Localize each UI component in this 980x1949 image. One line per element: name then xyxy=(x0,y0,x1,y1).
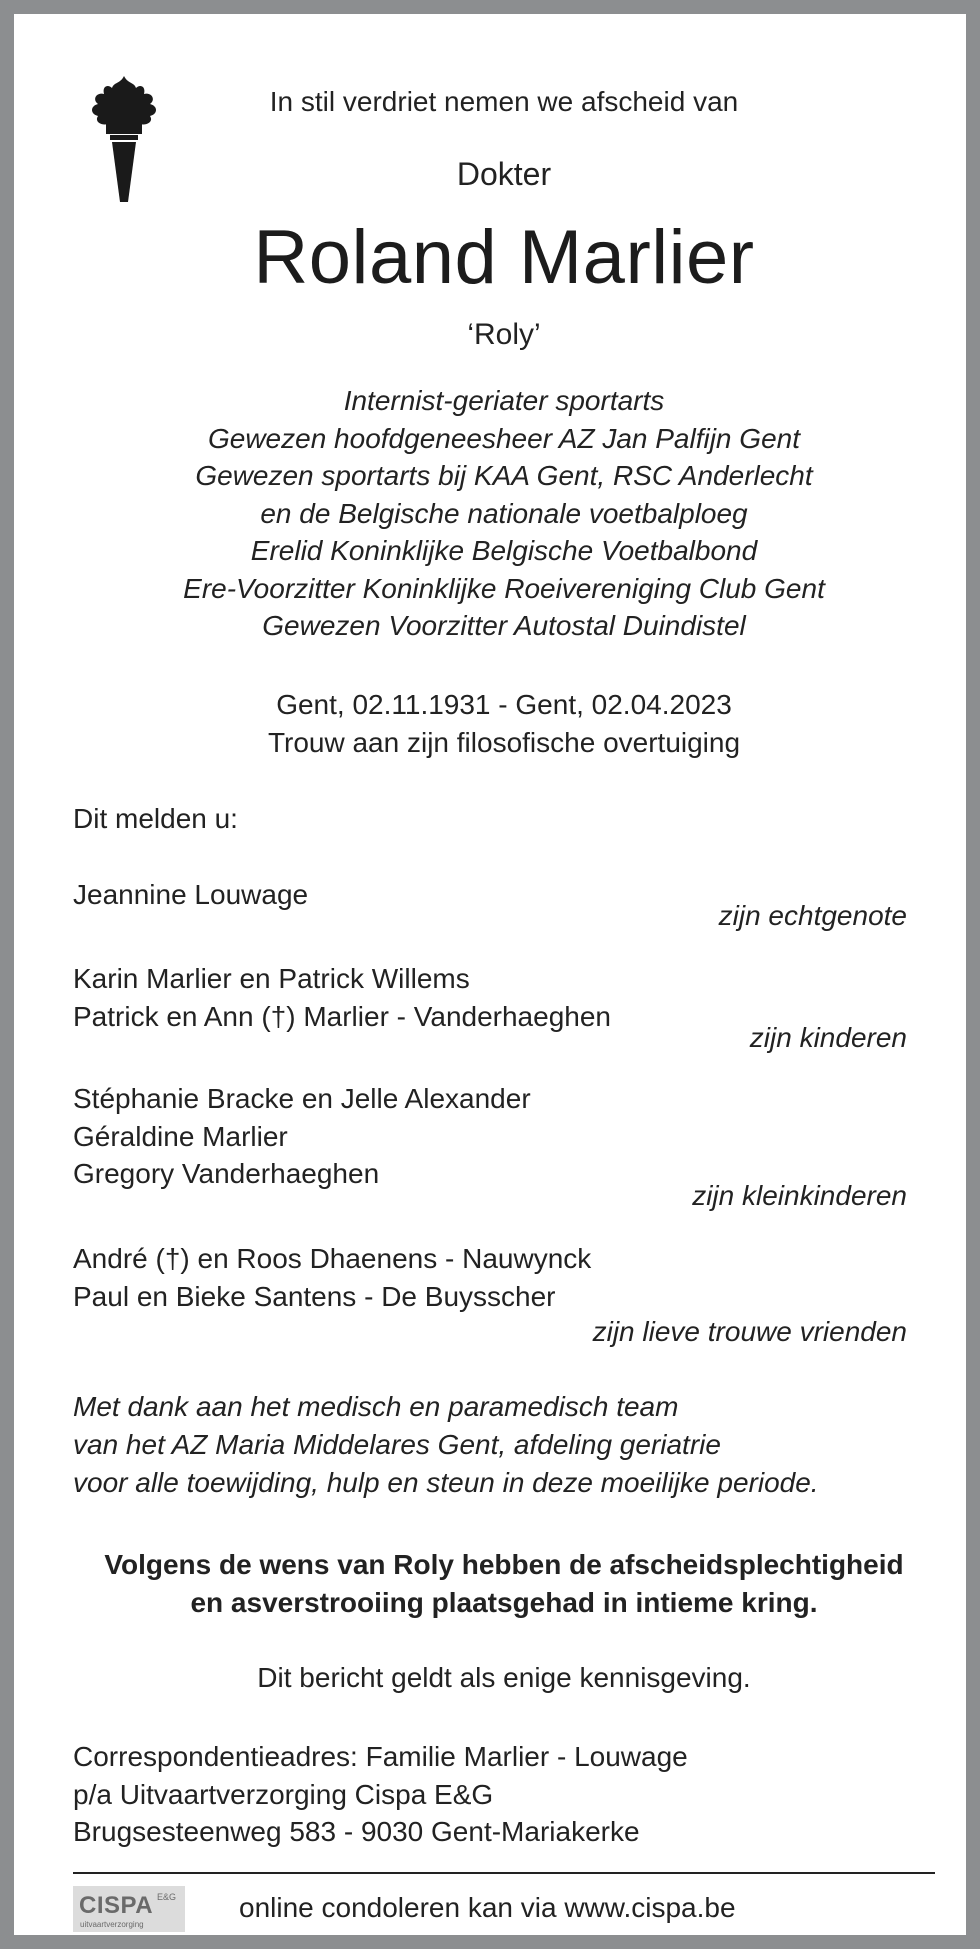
logo-word: CISPA xyxy=(79,1892,154,1919)
family-group-children xyxy=(73,960,611,1035)
family-name: Géraldine Marlier xyxy=(73,1120,288,1152)
divider xyxy=(73,1872,935,1874)
family-name: Karin Marlier en Patrick Willems xyxy=(73,963,470,994)
logo-subtitle: uitvaartverzorging xyxy=(80,1920,144,1929)
deceased-name: Roland Marlier xyxy=(253,215,755,300)
address-line: Correspondentieadres: Familie Marlier - Louwage xyxy=(73,1741,688,1772)
notice-text: Dit bericht geldt als enige kennisgeving. xyxy=(257,1662,751,1693)
family-name: André (†) en Roos Dhaenens - Nauwynck xyxy=(73,1243,592,1274)
online-condolence-link[interactable]: online condoleren kan via www.cispa.be xyxy=(239,1892,736,1923)
wish-line: en asverstrooiing plaatsgehad in intieme kring. xyxy=(190,1587,818,1618)
title-line: Gewezen hoofdgeneesheer AZ Jan Palfijn Gent xyxy=(207,422,800,454)
professional-titles xyxy=(14,382,980,645)
family-name: Jeannine Louwage xyxy=(73,879,309,910)
family-role: zijn kleinkinderen xyxy=(692,1180,907,1211)
thanks-line: van het AZ Maria Middelares Gent, afdeling geriatrie xyxy=(73,1429,721,1460)
cispa-logo xyxy=(73,1886,185,1932)
intro-text: In stil verdriet nemen we afscheid van xyxy=(269,86,739,117)
family-role: zijn kinderen xyxy=(749,1022,907,1053)
correspondence-address xyxy=(73,1738,688,1851)
family-group-spouse xyxy=(73,876,308,914)
life-dates: Gent, 02.11.1931 - Gent, 02.04.2023 xyxy=(276,689,732,720)
title-line: Gewezen Voorzitter Autostal Duindistel xyxy=(262,610,746,641)
title-line: Internist-geriater sportarts xyxy=(343,385,665,416)
thanks-line: Met dank aan het medisch en paramedisch team xyxy=(73,1391,679,1422)
title-line: en de Belgische nationale voetbalploeg xyxy=(260,497,748,529)
family-name: Paul en Bieke Santens - De Buysscher xyxy=(73,1280,556,1312)
family-name: Gregory Vanderhaeghen xyxy=(73,1158,380,1189)
conviction: Trouw aan zijn filosofische overtuiging xyxy=(267,727,741,758)
title-prefix: Dokter xyxy=(456,156,552,192)
funeral-wish xyxy=(14,1546,980,1622)
family-group-friends xyxy=(73,1240,591,1315)
address-line: Brugsesteenweg 583 - 9030 Gent-Mariakerke xyxy=(73,1816,640,1847)
nickname: ‘Roly’ xyxy=(467,318,541,351)
address-line: p/a Uitvaartverzorging Cispa E&G xyxy=(73,1778,494,1810)
life-info xyxy=(14,686,980,762)
title-line: Gewezen sportarts bij KAA Gent, RSC Anderlecht xyxy=(195,460,813,491)
family-name: Stéphanie Bracke en Jelle Alexander xyxy=(73,1083,531,1114)
title-line: Erelid Koninklijke Belgische Voetbalbond xyxy=(250,535,758,566)
family-role: zijn echtgenote xyxy=(718,900,907,931)
title-line: Ere-Voorzitter Koninklijke Roeivereniging Club Gent xyxy=(183,572,825,604)
thanks-text xyxy=(73,1388,819,1502)
wish-line: Volgens de wens van Roly hebben de afscheidsplechtigheid xyxy=(104,1549,904,1580)
family-group-grandchildren xyxy=(73,1080,531,1193)
thanks-line: voor alle toewijding, hulp en steun in deze moeilijke periode. xyxy=(73,1467,819,1498)
logo-eg: E&G xyxy=(157,1892,177,1902)
family-role: zijn lieve trouwe vrienden xyxy=(592,1316,907,1347)
family-name: Patrick en Ann (†) Marlier - Vanderhaeghen xyxy=(73,1000,611,1032)
announce-text: Dit melden u: xyxy=(73,803,238,834)
